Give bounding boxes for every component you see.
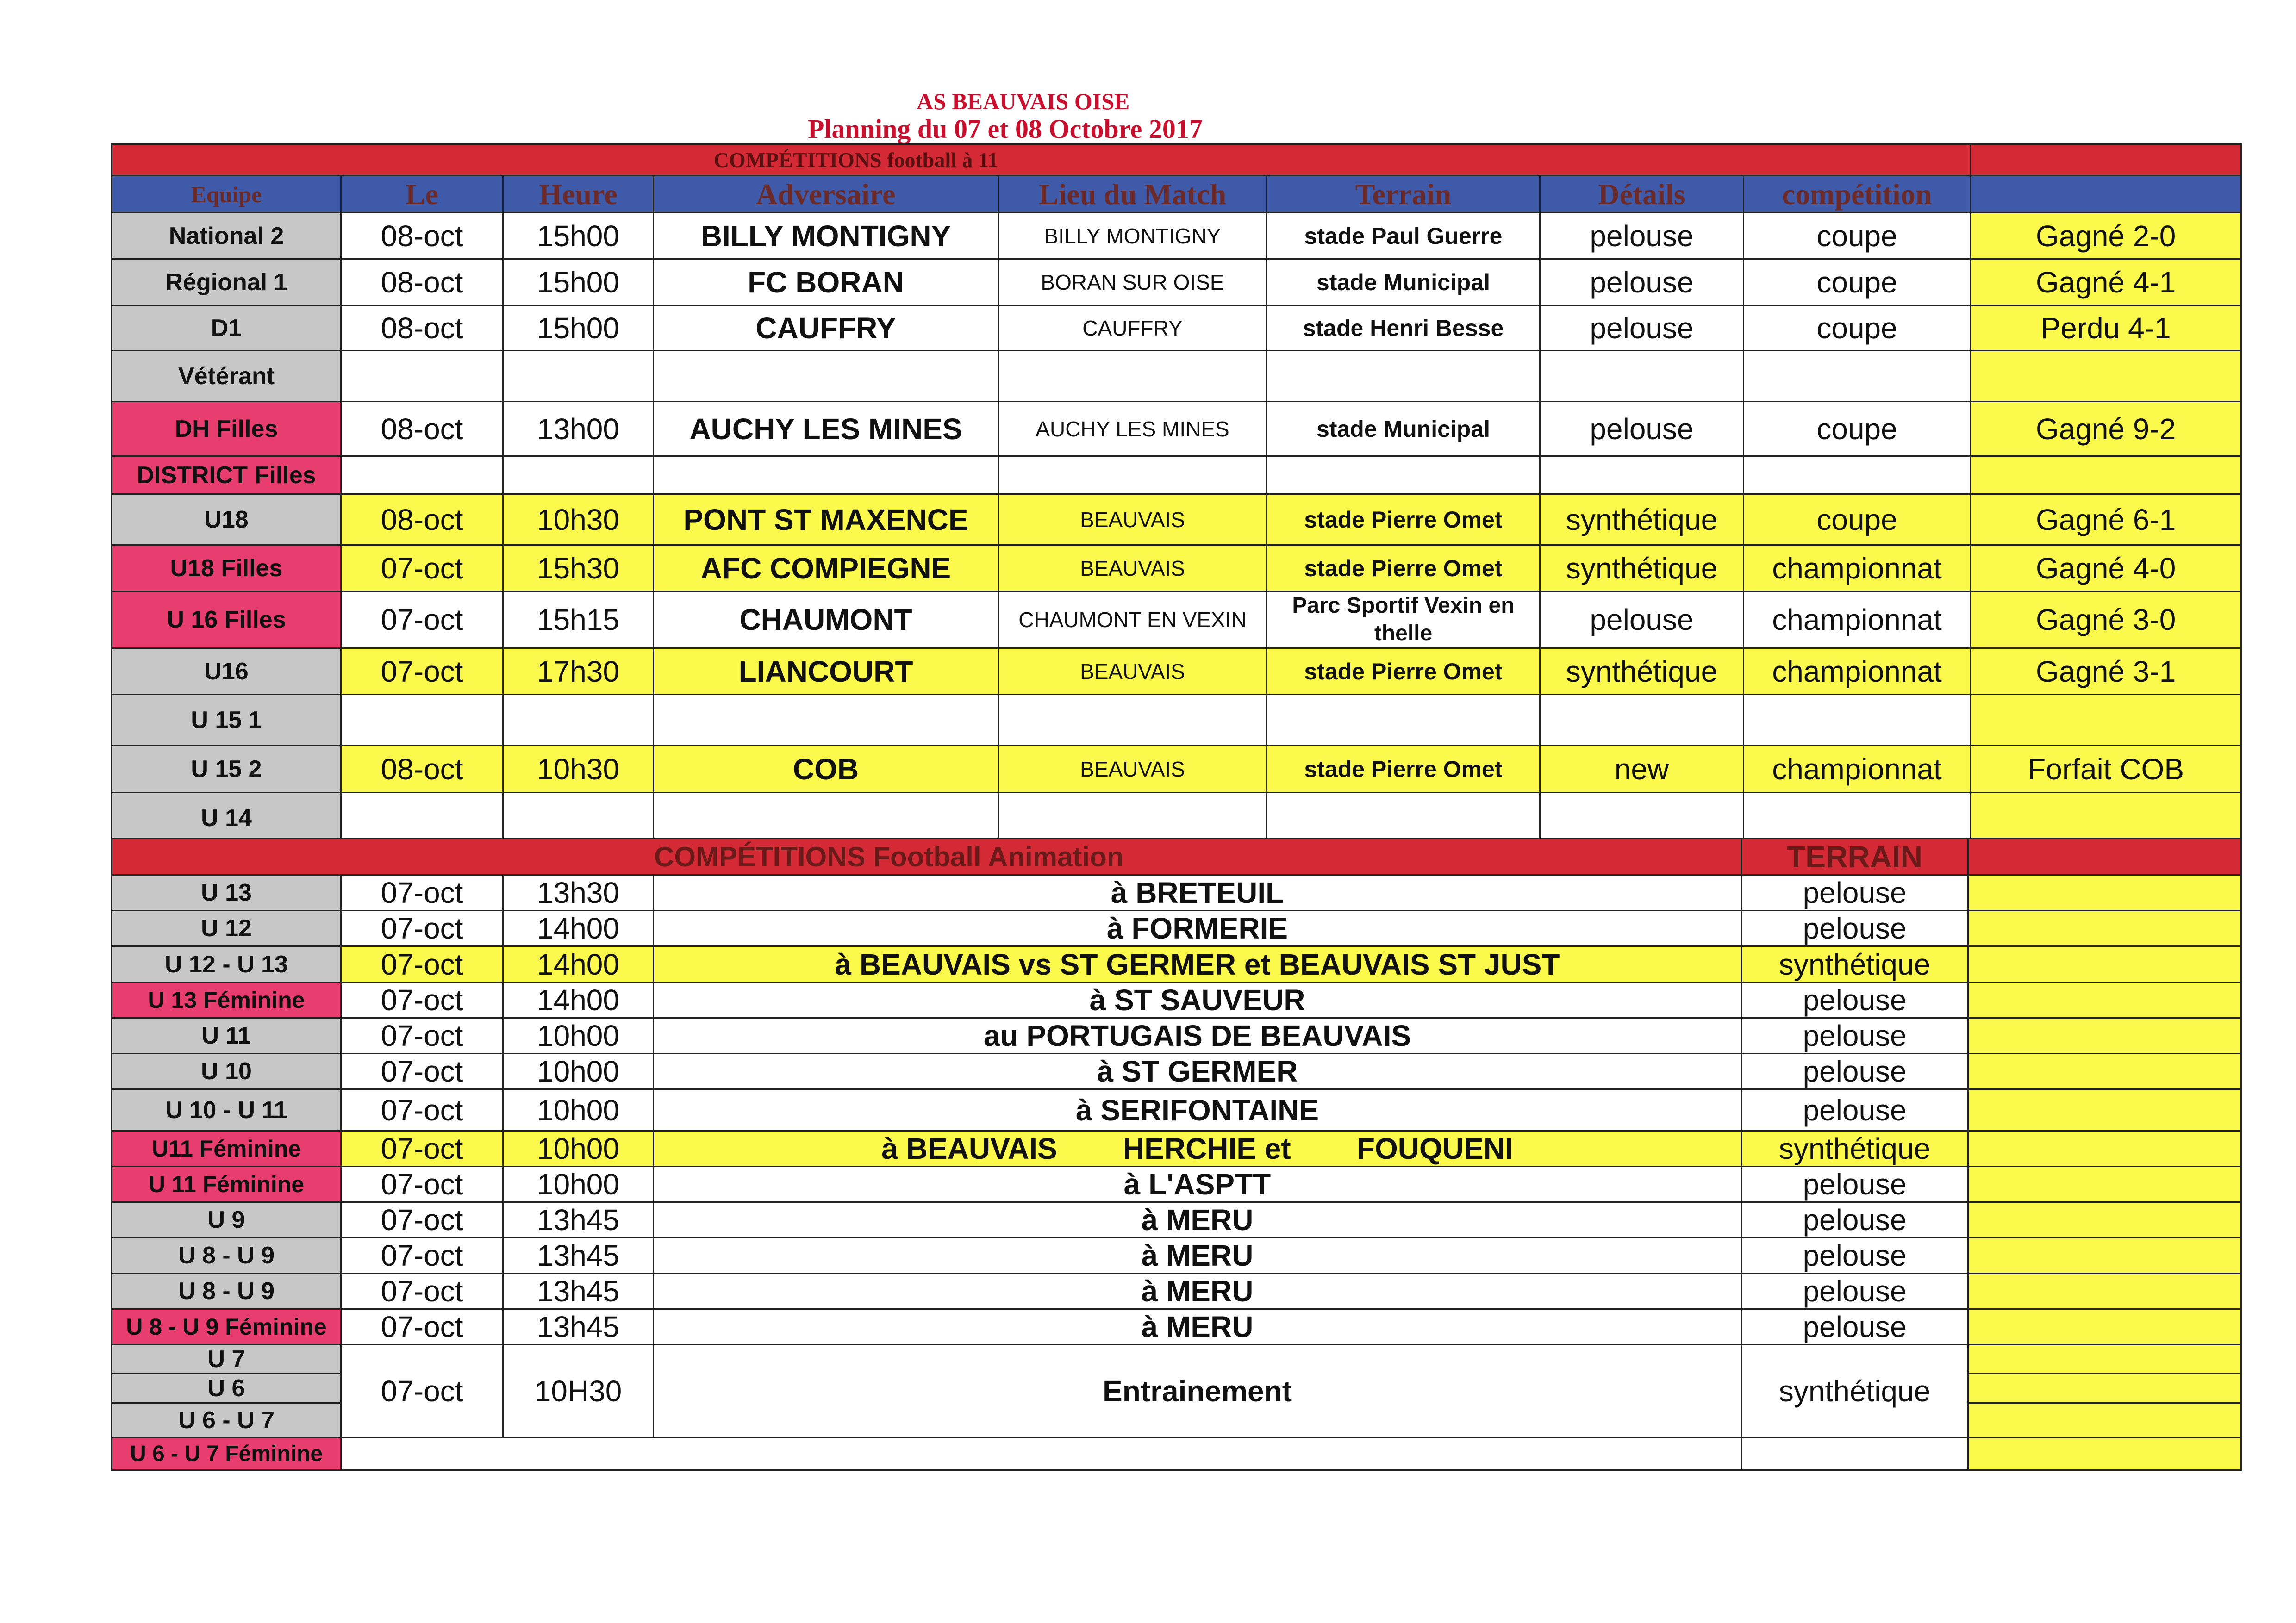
terrain-cell: pelouse [1741, 1089, 1968, 1131]
opponent-cell [654, 456, 998, 494]
opponent-cell: AFC COMPIEGNE [654, 545, 998, 591]
team-cell: DISTRICT Filles [112, 456, 341, 494]
date-cell: 07-oct [341, 1309, 503, 1345]
animation-table [111, 838, 2242, 1471]
team-cell: U 8 - U 9 Féminine [112, 1309, 341, 1345]
date-cell [341, 695, 503, 746]
team-cell: U 6 - U 7 [112, 1403, 341, 1438]
team-cell: Vétérant [112, 351, 341, 402]
match-cell: Entrainement [654, 1345, 1741, 1438]
time-cell: 13h00 [503, 402, 654, 456]
team-cell: U 10 - U 11 [112, 1089, 341, 1131]
animation-row [112, 911, 2241, 946]
date-cell: 07-oct [341, 1238, 503, 1274]
result-cell [1968, 1167, 2241, 1202]
time-cell: 13h30 [503, 875, 654, 911]
time-cell: 14h00 [503, 983, 654, 1018]
terrain-cell: pelouse [1741, 911, 1968, 946]
place-cell: BEAUVAIS [998, 746, 1267, 793]
competition-cell [1744, 793, 1971, 844]
team-cell: National 2 [112, 213, 341, 259]
details-cell: pelouse [1540, 259, 1744, 305]
field-cell: stade Pierre Omet [1267, 648, 1540, 695]
details-cell: synthétique [1540, 494, 1744, 545]
time-cell: 10h30 [503, 494, 654, 545]
match-row [112, 456, 2241, 494]
time-cell: 10h30 [503, 746, 654, 793]
result-cell [1968, 1089, 2241, 1131]
result-cell [1968, 911, 2241, 946]
field-cell [1267, 456, 1540, 494]
column-header-row [112, 176, 2241, 213]
date-cell: 08-oct [341, 213, 503, 259]
details-cell: synthétique [1540, 545, 1744, 591]
opponent-cell: FC BORAN [654, 259, 998, 305]
team-cell: U 14 [112, 793, 341, 844]
team-cell: U11 Féminine [112, 1131, 341, 1167]
date-cell: 07-oct [341, 1167, 503, 1202]
details-cell [1540, 351, 1744, 402]
match-cell: à SERIFONTAINE [654, 1089, 1741, 1131]
competition-cell [1744, 695, 1971, 746]
competition-cell: coupe [1744, 402, 1971, 456]
details-cell [1540, 793, 1744, 844]
team-cell: D1 [112, 305, 341, 351]
date-cell: 08-oct [341, 494, 503, 545]
animation-row [112, 875, 2241, 911]
terrain-cell: pelouse [1741, 1054, 1968, 1089]
match-cell: à MERU [654, 1274, 1741, 1309]
match-row [112, 793, 2241, 844]
place-cell: BORAN SUR OISE [998, 259, 1267, 305]
date-cell: 07-oct [341, 1131, 503, 1167]
match-cell: à MERU [654, 1202, 1741, 1238]
opponent-cell: AUCHY LES MINES [654, 402, 998, 456]
time-cell: 10h00 [503, 1131, 654, 1167]
result-cell [1971, 456, 2241, 494]
section1-title: COMPÉTITIONS football à 11 [112, 144, 1971, 176]
opponent-cell: COB [654, 746, 998, 793]
col-lieu: Lieu du Match [998, 176, 1267, 213]
time-cell: 13h45 [503, 1274, 654, 1309]
date-cell: 07-oct [341, 1054, 503, 1089]
team-cell: U18 Filles [112, 545, 341, 591]
date-cell [341, 793, 503, 844]
match-row [112, 213, 2241, 259]
place-cell: BILLY MONTIGNY [998, 213, 1267, 259]
competition-cell [1744, 351, 1971, 402]
col-competition: compétition [1744, 176, 1971, 213]
competition-cell: coupe [1744, 494, 1971, 545]
date-cell: 08-oct [341, 746, 503, 793]
time-cell: 10H30 [503, 1345, 654, 1438]
time-cell: 10h00 [503, 1018, 654, 1054]
match-cell: à FORMERIE [654, 911, 1741, 946]
result-cell [1968, 1403, 2241, 1438]
result-cell [1968, 1238, 2241, 1274]
field-cell: Parc Sportif Vexin en thelle [1267, 591, 1540, 648]
time-cell: 15h15 [503, 591, 654, 648]
animation-row [112, 983, 2241, 1018]
section1-title-spacer [1971, 144, 2241, 176]
result-cell [1971, 351, 2241, 402]
col-equipe: Equipe [112, 176, 341, 213]
team-cell: U 7 [112, 1345, 341, 1374]
result-cell [1968, 1438, 2241, 1470]
animation-row [112, 1309, 2241, 1345]
terrain-cell: pelouse [1741, 1018, 1968, 1054]
team-cell: U 6 [112, 1374, 341, 1403]
match-cell: au PORTUGAIS DE BEAUVAIS [654, 1018, 1741, 1054]
date-cell: 07-oct [341, 1274, 503, 1309]
match-row [112, 494, 2241, 545]
details-cell: synthétique [1540, 648, 1744, 695]
club-name: AS BEAUVAIS OISE [917, 88, 1130, 114]
animation-row [112, 1438, 2241, 1470]
field-cell: stade Municipal [1267, 402, 1540, 456]
team-cell: U 15 1 [112, 695, 341, 746]
result-cell [1968, 946, 2241, 983]
match-row [112, 648, 2241, 695]
result-cell [1968, 983, 2241, 1018]
field-cell: stade Municipal [1267, 259, 1540, 305]
date-cell: 07-oct [341, 591, 503, 648]
terrain-cell [1741, 1438, 1968, 1470]
date-cell: 07-oct [341, 648, 503, 695]
match-row [112, 695, 2241, 746]
place-cell: CAUFFRY [998, 305, 1267, 351]
team-cell: U 12 - U 13 [112, 946, 341, 983]
opponent-cell: PONT ST MAXENCE [654, 494, 998, 545]
match-cell: à L'ASPTT [654, 1167, 1741, 1202]
animation-row [112, 1131, 2241, 1167]
result-cell: Gagné 3-1 [1971, 648, 2241, 695]
terrain-cell: pelouse [1741, 875, 1968, 911]
place-cell: AUCHY LES MINES [998, 402, 1267, 456]
match-row [112, 591, 2241, 648]
match-cell: à BEAUVAIS HERCHIE et FOUQUENI [654, 1131, 1741, 1167]
match-cell: à BRETEUIL [654, 875, 1741, 911]
section2-title-spacer [1968, 839, 2241, 875]
competition-cell: coupe [1744, 305, 1971, 351]
team-cell: U 15 2 [112, 746, 341, 793]
team-cell: Régional 1 [112, 259, 341, 305]
match-cell: à MERU [654, 1238, 1741, 1274]
col-heure: Heure [503, 176, 654, 213]
result-cell [1968, 1309, 2241, 1345]
place-cell: BEAUVAIS [998, 648, 1267, 695]
field-cell: stade Pierre Omet [1267, 746, 1540, 793]
field-cell [1267, 695, 1540, 746]
result-cell [1968, 1274, 2241, 1309]
team-cell: U 13 [112, 875, 341, 911]
animation-row [112, 1089, 2241, 1131]
animation-row [112, 1202, 2241, 1238]
place-cell [998, 695, 1267, 746]
time-cell: 14h00 [503, 911, 654, 946]
time-cell: 15h30 [503, 545, 654, 591]
col-result [1971, 176, 2241, 213]
field-cell: stade Paul Guerre [1267, 213, 1540, 259]
competition-cell: championnat [1744, 648, 1971, 695]
team-cell: U 11 Féminine [112, 1167, 341, 1202]
team-cell: U18 [112, 494, 341, 545]
col-terrain: Terrain [1267, 176, 1540, 213]
result-cell [1968, 1018, 2241, 1054]
time-cell: 15h00 [503, 259, 654, 305]
team-cell: U 12 [112, 911, 341, 946]
field-cell: stade Pierre Omet [1267, 545, 1540, 591]
date-cell: 07-oct [341, 1018, 503, 1054]
date-cell: 07-oct [341, 983, 503, 1018]
time-cell: 10h00 [503, 1054, 654, 1089]
terrain-cell: synthétique [1741, 1345, 1968, 1438]
time-cell: 14h00 [503, 946, 654, 983]
opponent-cell: CAUFFRY [654, 305, 998, 351]
team-cell: U 11 [112, 1018, 341, 1054]
match-cell: à ST SAUVEUR [654, 983, 1741, 1018]
field-cell: stade Pierre Omet [1267, 494, 1540, 545]
place-cell: CHAUMONT EN VEXIN [998, 591, 1267, 648]
date-cell: 07-oct [341, 1089, 503, 1131]
result-cell: Gagné 3-0 [1971, 591, 2241, 648]
time-cell: 10h00 [503, 1089, 654, 1131]
animation-row [112, 1238, 2241, 1274]
col-adversaire: Adversaire [654, 176, 998, 213]
team-cell: U 9 [112, 1202, 341, 1238]
animation-row [112, 1018, 2241, 1054]
date-cell [341, 351, 503, 402]
opponent-cell: CHAUMONT [654, 591, 998, 648]
opponent-cell [654, 351, 998, 402]
animation-row [112, 1274, 2241, 1309]
result-cell [1968, 1374, 2241, 1403]
match-row [112, 259, 2241, 305]
date-cell: 08-oct [341, 402, 503, 456]
team-cell: U 10 [112, 1054, 341, 1089]
terrain-header: TERRAIN [1741, 839, 1968, 875]
date-cell: 07-oct [341, 875, 503, 911]
result-cell [1971, 793, 2241, 844]
opponent-cell: BILLY MONTIGNY [654, 213, 998, 259]
place-cell: BEAUVAIS [998, 545, 1267, 591]
details-cell: pelouse [1540, 591, 1744, 648]
result-cell: Forfait COB [1971, 746, 2241, 793]
details-cell: pelouse [1540, 305, 1744, 351]
date-cell: 08-oct [341, 259, 503, 305]
training-row [112, 1345, 2241, 1374]
animation-row [112, 1054, 2241, 1089]
place-cell [998, 351, 1267, 402]
match-row [112, 402, 2241, 456]
date-cell: 07-oct [341, 545, 503, 591]
match-cell: à ST GERMER [654, 1054, 1741, 1089]
result-cell: Gagné 2-0 [1971, 213, 2241, 259]
details-cell: pelouse [1540, 402, 1744, 456]
date-cell: 07-oct [341, 1345, 503, 1438]
date-cell: 07-oct [341, 946, 503, 983]
time-cell: 10h00 [503, 1167, 654, 1202]
time-cell: 13h45 [503, 1202, 654, 1238]
result-cell [1968, 875, 2241, 911]
field-cell [1267, 793, 1540, 844]
terrain-cell: pelouse [1741, 983, 1968, 1018]
result-cell: Gagné 4-0 [1971, 545, 2241, 591]
opponent-cell [654, 695, 998, 746]
terrain-cell: pelouse [1741, 1238, 1968, 1274]
team-cell: U16 [112, 648, 341, 695]
time-cell [503, 351, 654, 402]
competition-cell: coupe [1744, 213, 1971, 259]
result-cell: Gagné 6-1 [1971, 494, 2241, 545]
details-cell [1540, 456, 1744, 494]
opponent-cell [654, 793, 998, 844]
terrain-cell: pelouse [1741, 1309, 1968, 1345]
terrain-cell: synthétique [1741, 1131, 1968, 1167]
result-cell [1968, 1202, 2241, 1238]
empty-cell [341, 1438, 1741, 1470]
result-cell [1968, 1345, 2241, 1374]
terrain-cell: synthétique [1741, 946, 1968, 983]
date-cell: 07-oct [341, 1202, 503, 1238]
field-cell: stade Henri Besse [1267, 305, 1540, 351]
result-cell: Perdu 4-1 [1971, 305, 2241, 351]
team-cell: U 16 Filles [112, 591, 341, 648]
competition-cell: championnat [1744, 545, 1971, 591]
field-cell [1267, 351, 1540, 402]
match-row [112, 545, 2241, 591]
details-cell [1540, 695, 1744, 746]
details-cell: pelouse [1540, 213, 1744, 259]
place-cell [998, 793, 1267, 844]
time-cell [503, 456, 654, 494]
result-cell [1968, 1131, 2241, 1167]
col-details: Détails [1540, 176, 1744, 213]
time-cell: 17h30 [503, 648, 654, 695]
time-cell: 15h00 [503, 213, 654, 259]
match-row [112, 305, 2241, 351]
time-cell: 15h00 [503, 305, 654, 351]
team-cell: U 8 - U 9 [112, 1274, 341, 1309]
result-cell [1971, 695, 2241, 746]
competition-cell: coupe [1744, 259, 1971, 305]
match-cell: à BEAUVAIS vs ST GERMER et BEAUVAIS ST JUST [654, 946, 1741, 983]
col-le: Le [341, 176, 503, 213]
result-cell: Gagné 4-1 [1971, 259, 2241, 305]
details-cell: new [1540, 746, 1744, 793]
team-cell: U 8 - U 9 [112, 1238, 341, 1274]
date-cell: 07-oct [341, 911, 503, 946]
date-cell [341, 456, 503, 494]
place-cell: BEAUVAIS [998, 494, 1267, 545]
match-cell: à MERU [654, 1309, 1741, 1345]
terrain-cell: pelouse [1741, 1202, 1968, 1238]
team-cell: U 13 Féminine [112, 983, 341, 1018]
opponent-cell: LIANCOURT [654, 648, 998, 695]
match-row [112, 746, 2241, 793]
animation-row [112, 1167, 2241, 1202]
result-cell [1968, 1054, 2241, 1089]
place-cell [998, 456, 1267, 494]
time-cell [503, 695, 654, 746]
competition-cell: championnat [1744, 746, 1971, 793]
animation-row [112, 946, 2241, 983]
team-cell: U 6 - U 7 Féminine [112, 1438, 341, 1470]
team-cell: DH Filles [112, 402, 341, 456]
time-cell: 13h45 [503, 1309, 654, 1345]
result-cell: Gagné 9-2 [1971, 402, 2241, 456]
competition-cell: championnat [1744, 591, 1971, 648]
match-row [112, 351, 2241, 402]
terrain-cell: pelouse [1741, 1274, 1968, 1309]
competitions-11-table [111, 143, 2242, 844]
date-cell: 08-oct [341, 305, 503, 351]
time-cell [503, 793, 654, 844]
section2-title: COMPÉTITIONS Football Animation [112, 839, 1741, 875]
planning-title: Planning du 07 et 08 Octobre 2017 [808, 114, 1203, 144]
terrain-cell: pelouse [1741, 1167, 1968, 1202]
time-cell: 13h45 [503, 1238, 654, 1274]
competition-cell [1744, 456, 1971, 494]
